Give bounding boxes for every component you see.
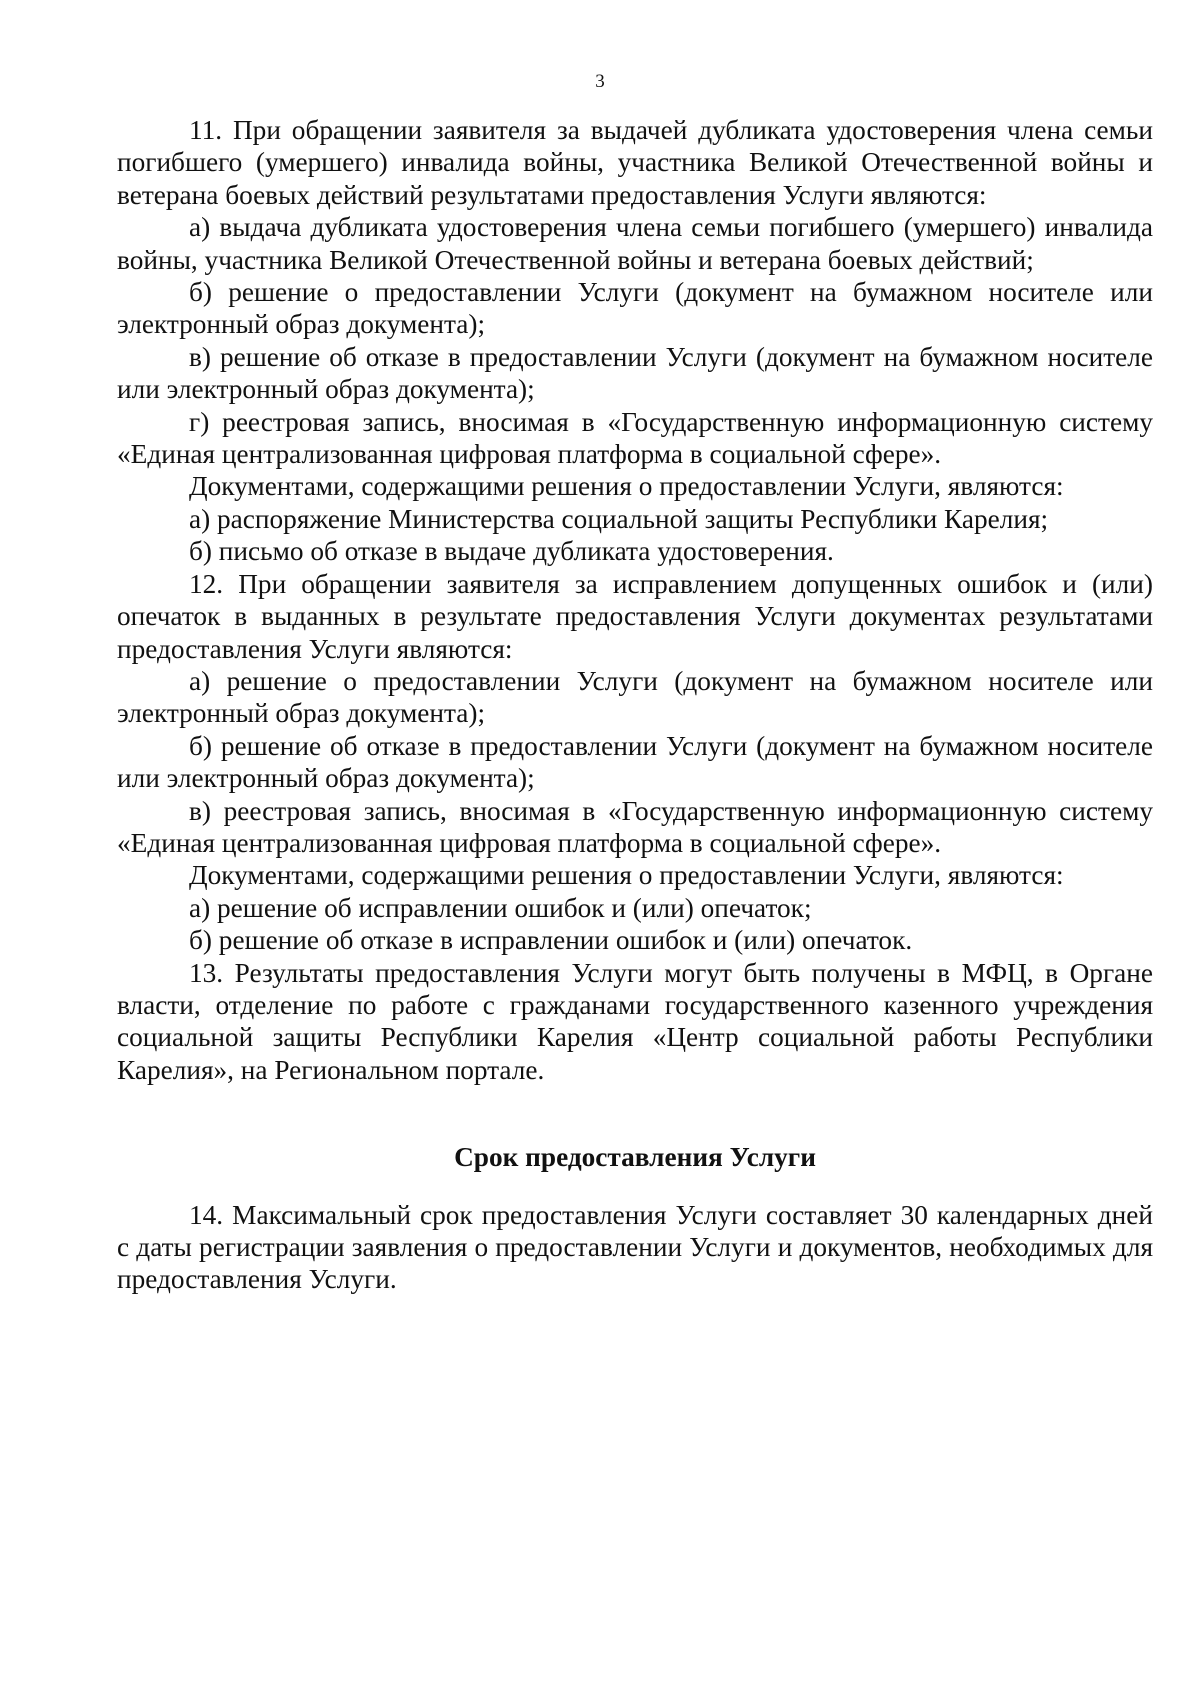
paragraph-11-a: а) выдача дубликата удостоверения члена семьи погибшего (умершего) инвалида войны, участника Великой Отечественной войны и ветерана боевых действий;	[117, 212, 1153, 275]
paragraph-11-documents-a: а) распоряжение Министерства социальной защиты Республики Карелия;	[189, 503, 1049, 534]
paragraph-11-documents: Документами, содержащими решения о предоставлении Услуги, являются:	[189, 471, 1064, 502]
document-body	[117, 114, 1153, 1296]
paragraph-11-g: г) реестровая запись, вносимая в «Государственную информационную систему «Единая централизованная цифровая платформа в социальной сфере».	[117, 406, 1153, 470]
paragraph-14: 14. Максимальный срок предоставления Услуги составляет 30 календарных дней с даты регистрации заявления о предоставлении Услуги и документов, необходимых для предоставления Услуги.	[117, 1199, 1153, 1295]
paragraph-12-documents-b: б) решение об отказе в исправлении ошибок и (или) опечаток.	[189, 925, 913, 956]
paragraph-11-documents-b: б) письмо об отказе в выдаче дубликата удостоверения.	[189, 536, 834, 567]
paragraph-11-b: б) решение о предоставлении Услуги (документ на бумажном носителе или электронный образ документа);	[117, 277, 1153, 340]
paragraph-12-a: а) решение о предоставлении Услуги (документ на бумажном носителе или электронный образ документа);	[117, 665, 1153, 729]
paragraph-12-documents-a: а) решение об исправлении ошибок и (или) опечаток;	[189, 892, 812, 923]
paragraph-12-b: б) решение об отказе в предоставлении Услуги (документ на бумажном носителе или электронный образ документа);	[117, 730, 1153, 794]
paragraph-12: 12. При обращении заявителя за исправлением допущенных ошибок и (или) опечаток в выданных в результате предоставления Услуги документах результатами предоставления Услуги являются:	[117, 568, 1153, 664]
paragraph-12-v: в) реестровая запись, вносимая в «Государственную информационную систему «Единая централизованная цифровая платформа в социальной сфере».	[117, 795, 1153, 858]
page-number: 3	[595, 71, 605, 92]
paragraph-11-v: в) решение об отказе в предоставлении Услуги (документ на бумажном носителе или электронный образ документа);	[117, 341, 1153, 405]
paragraph-12-documents: Документами, содержащими решения о предоставлении Услуги, являются:	[189, 860, 1064, 891]
section-heading: Срок предоставления Услуги	[454, 1142, 816, 1173]
paragraph-13: 13. Результаты предоставления Услуги могут быть получены в МФЦ, в Органе власти, отделение по работе с гражданами государственного казенного учреждения социальной защиты Республики Карелия «Центр социальной работы Республики Карелия», на Региональном портале.	[117, 957, 1153, 1085]
paragraph-11: 11. При обращении заявителя за выдачей дубликата удостоверения члена семьи погибшего (умершего) инвалида войны, участника Великой Отечественной войны и ветерана боевых действий результатами предоставления Услуги являются:	[117, 115, 1153, 210]
